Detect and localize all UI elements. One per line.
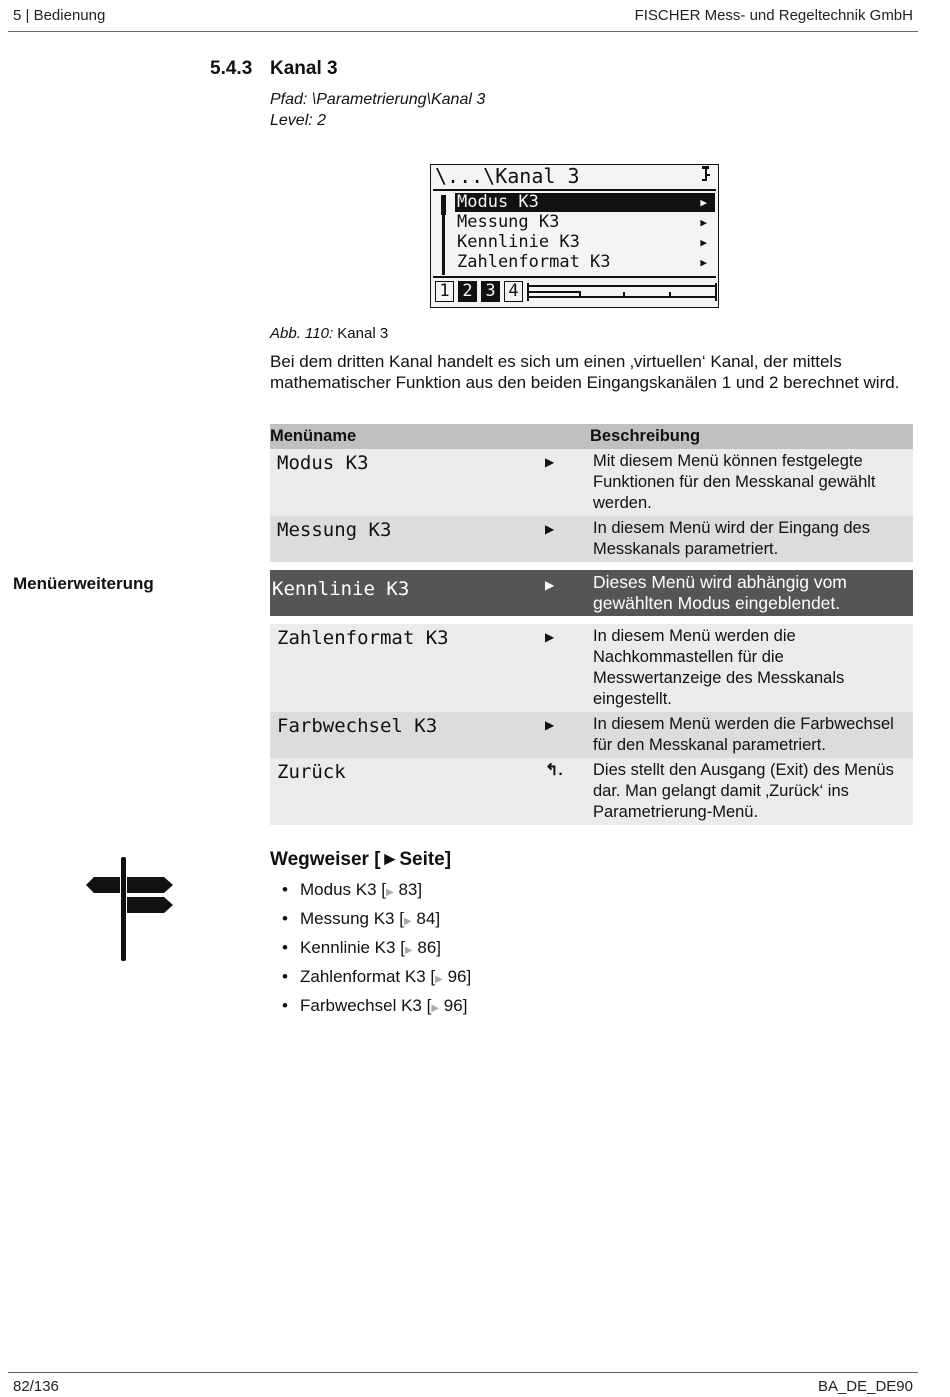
lcd-channel-box: 2 xyxy=(458,281,477,302)
lcd-menu-item xyxy=(455,193,715,212)
page-ref[interactable]: 96 xyxy=(447,967,467,986)
table-row xyxy=(270,712,913,758)
page-ref[interactable]: 86 xyxy=(417,938,437,957)
lcd-channel-box: 1 xyxy=(435,281,454,302)
col-icon-header xyxy=(545,424,590,449)
table-row xyxy=(270,449,913,516)
menu-name: Zahlenformat K3 xyxy=(277,627,449,649)
section-path: Pfad: \Parametrierung\Kanal 3 xyxy=(270,91,486,108)
page-ref[interactable]: 96 xyxy=(443,996,463,1015)
list-item[interactable]: • Modus K3 [▶ 83] xyxy=(282,880,423,899)
wegweiser-title: Wegweiser [►Seite] xyxy=(270,849,452,870)
triangle-right-icon: ▶ xyxy=(545,455,555,469)
wegweiser-list xyxy=(270,879,471,1024)
section-level: Level: 2 xyxy=(270,112,327,129)
lcd-menu-label: Zahlenformat K3 xyxy=(457,252,611,272)
menu-description: Dieses Menü wird abhängig vom gewählten Modus eingeblendet. xyxy=(593,572,847,613)
table-row xyxy=(270,758,913,825)
triangle-right-icon: ▶ xyxy=(386,887,394,898)
list-item-label: Kennlinie K3 xyxy=(300,938,396,957)
triangle-right-icon: ▶ xyxy=(545,718,555,732)
menu-name: Farbwechsel K3 xyxy=(277,715,438,737)
triangle-right-icon: ▶ xyxy=(403,916,412,927)
triangle-right-icon: ▶ xyxy=(545,578,555,592)
lcd-channel-box: 4 xyxy=(504,281,523,302)
triangle-right-icon: ▶ xyxy=(545,630,555,644)
menu-name: Zurück xyxy=(277,761,346,783)
list-item[interactable]: • Zahlenformat K3 [▶ 96] xyxy=(282,967,472,986)
menu-description: Dies stellt den Ausgang (Exit) des Menüs dar. Man gelangt damit ‚Zurück‘ ins Parametrierung-Menü. xyxy=(593,761,894,821)
figure-caption xyxy=(270,325,388,342)
lcd-separator xyxy=(433,276,716,278)
back-arrow-icon: ↰. xyxy=(545,762,563,779)
triangle-right-icon: ▶ xyxy=(700,216,707,229)
table-spacer xyxy=(270,616,913,624)
list-item[interactable]: • Kennlinie K3 [▶ 86] xyxy=(282,938,442,957)
section-number: 5.4.3 xyxy=(210,58,253,79)
page-ref[interactable]: 84 xyxy=(416,909,436,928)
lcd-menu-item xyxy=(455,233,715,252)
section-meta xyxy=(270,89,485,131)
triangle-right-icon: ▶ xyxy=(431,1003,440,1014)
menu-description: In diesem Menü wird der Eingang des Messkanals parametriert. xyxy=(593,519,870,558)
caption-prefix: Abb. 110: xyxy=(270,325,334,342)
list-item-label: Farbwechsel K3 xyxy=(300,996,422,1015)
menu-description: Mit diesem Menü können festgelegte Funktionen für den Messkanal gewählt werden. xyxy=(593,452,876,512)
signpost-icon xyxy=(74,857,176,963)
menu-name: Modus K3 xyxy=(277,452,369,474)
intro-paragraph: Bei dem dritten Kanal handelt es sich um einen ‚virtuellen‘ Kanal, der mittels mathematischer Funktion aus den beiden Eingangskanälen 1 und 2 berechnet wird. xyxy=(270,352,900,392)
menu-name: Kennlinie K3 xyxy=(272,578,410,600)
table-header-row xyxy=(270,424,913,449)
footer-document-id: BA_DE_DE90 xyxy=(817,1378,913,1395)
lcd-title: \...\Kanal 3 xyxy=(435,164,580,188)
header-chapter: 5 | Bedienung xyxy=(13,7,106,24)
table-row-highlighted xyxy=(270,570,913,616)
list-item[interactable]: • Messung K3 [▶ 84] xyxy=(282,909,441,928)
lcd-display xyxy=(430,164,719,308)
list-item-label: Messung K3 xyxy=(300,909,395,928)
triangle-right-icon: ▶ xyxy=(700,196,707,209)
footer-rule xyxy=(8,1372,918,1373)
list-item[interactable]: • Farbwechsel K3 [▶ 96] xyxy=(282,996,468,1015)
menu-description: In diesem Menü werden die Farbwechsel für den Messkanal parametriert. xyxy=(593,715,894,754)
table-spacer xyxy=(270,562,913,570)
triangle-right-icon: ▶ xyxy=(545,522,555,536)
triangle-right-icon: ▶ xyxy=(404,945,413,956)
menu-table xyxy=(270,424,913,825)
triangle-right-icon: ▶ xyxy=(435,974,443,985)
list-item-label: Modus K3 xyxy=(300,880,377,899)
lcd-channel-box: 3 xyxy=(481,281,500,302)
side-label-menu-extension: Menüerweiterung xyxy=(13,574,154,593)
lcd-menu-label: Messung K3 xyxy=(457,212,560,232)
triangle-right-icon: ▶ xyxy=(700,236,707,249)
footer-page-number: 82/136 xyxy=(13,1378,59,1395)
lcd-menu-item xyxy=(455,253,715,272)
lcd-menu-item xyxy=(455,213,715,232)
key-icon xyxy=(701,165,711,188)
menu-name: Messung K3 xyxy=(277,519,392,541)
lcd-bargraph xyxy=(527,281,717,303)
lcd-menu-label: Kennlinie K3 xyxy=(457,232,580,252)
lcd-separator xyxy=(433,189,716,191)
col-desc-header: Beschreibung xyxy=(590,424,913,449)
triangle-right-icon: ▶ xyxy=(700,256,707,269)
section-title: Kanal 3 xyxy=(270,58,338,79)
menu-description: In diesem Menü werden die Nachkommastellen für die Messwertanzeige des Messkanals eingestellt. xyxy=(593,627,845,708)
table-row xyxy=(270,624,913,712)
lcd-scroll-thumb xyxy=(441,195,446,215)
lcd-menu-label: Modus K3 xyxy=(457,192,539,212)
header-rule xyxy=(8,31,918,32)
page-ref[interactable]: 83 xyxy=(398,880,418,899)
caption-text: Kanal 3 xyxy=(337,325,389,342)
header-company: FISCHER Mess- und Regeltechnik GmbH xyxy=(634,7,913,24)
table-row xyxy=(270,516,913,562)
col-menu-header: Menüname xyxy=(270,424,545,449)
list-item-label: Zahlenformat K3 xyxy=(300,967,426,986)
